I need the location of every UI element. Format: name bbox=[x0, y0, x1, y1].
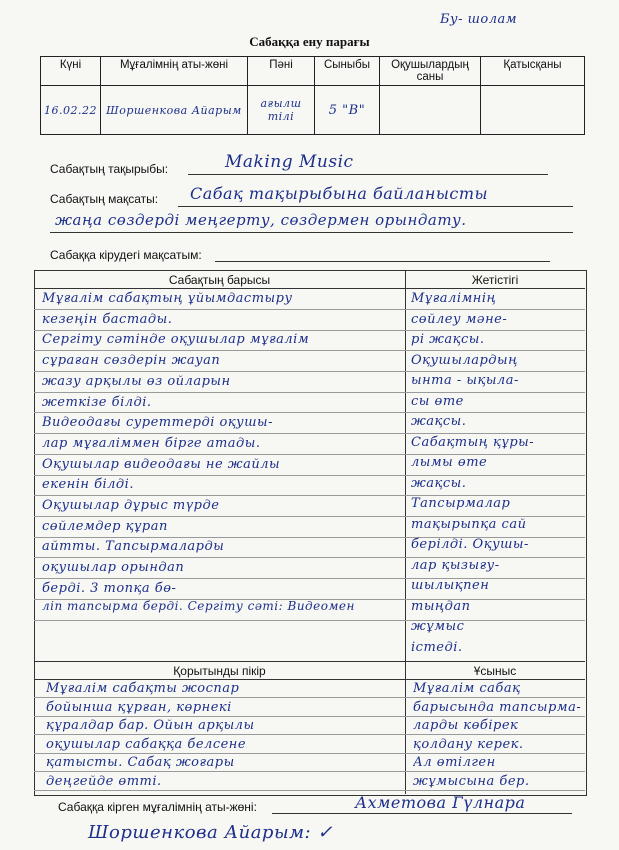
course-line: сұраған сөздерін жауап bbox=[42, 353, 221, 369]
achievement-line: берілді. Оқушы- bbox=[411, 537, 529, 552]
corner-note: Бу- шолам bbox=[440, 12, 518, 27]
teacher-value: Шоршенкова Айарым bbox=[100, 86, 247, 135]
goal-line-2: жаңа сөздерді меңгерту, сөздермен орындату. bbox=[55, 211, 467, 229]
course-line: сөйлемдер құрап bbox=[42, 518, 168, 534]
course-line: берді. 3 топқа бө- bbox=[42, 580, 177, 596]
visitor-value: Ахметова Гүлнара bbox=[355, 793, 526, 812]
suggestion-line: жұмысына бер. bbox=[413, 773, 530, 789]
achievement-line: жақсы. bbox=[411, 414, 467, 429]
col-present: Қатысқаны bbox=[480, 57, 584, 86]
opinion-header: Қорытынды пікір bbox=[173, 664, 266, 678]
course-text bbox=[42, 289, 402, 599]
course-line: кезеңін бастады. bbox=[42, 311, 173, 327]
achievement-header: Жетістігі bbox=[471, 273, 519, 287]
present-value bbox=[480, 86, 584, 135]
achievement-text bbox=[411, 289, 583, 661]
col-grade: Сыныбы bbox=[314, 57, 379, 86]
opinion-line: деңгейде өтті. bbox=[46, 773, 162, 789]
achievement-line: тақырыпқа сай bbox=[411, 516, 527, 532]
achievement-line: лар қызығу- bbox=[411, 557, 500, 573]
course-line: айтты. Тапсырмаларды bbox=[42, 539, 225, 555]
course-line: Видеодағы суреттерді оқушы- bbox=[42, 415, 274, 431]
course-line: екенін білді. bbox=[42, 477, 134, 493]
topic-value: Making Music bbox=[225, 152, 354, 172]
achievement-line: сы өте bbox=[411, 393, 464, 409]
achievement-line: жұмыс bbox=[411, 619, 465, 634]
students-value bbox=[379, 86, 480, 135]
achievement-line: істеді. bbox=[411, 639, 463, 655]
subject-value: ағылш тілі bbox=[247, 86, 314, 135]
grid-rule bbox=[34, 661, 585, 662]
achievement-line: лымы өте bbox=[411, 455, 488, 470]
col-subject: Пәні bbox=[247, 57, 314, 86]
opinion-line: оқушылар сабаққа белсене bbox=[46, 736, 247, 752]
col-date: Күні bbox=[41, 57, 101, 86]
page-title: Сабаққа ену парағы bbox=[249, 34, 370, 49]
goal-line-1: Сабақ тақырыбына байланысты bbox=[190, 184, 489, 203]
course-line: Сергіту сәті: Видеомен bbox=[187, 600, 355, 613]
suggestion-line: барысында тапсырма- bbox=[413, 699, 582, 715]
suggestion-line: ларды көбірек bbox=[413, 718, 519, 733]
course-line: ліп тапсырма берді. bbox=[42, 600, 184, 613]
goal-label: Сабақтың мақсаты: bbox=[50, 192, 159, 206]
suggestion-text bbox=[413, 680, 583, 792]
course-header: Сабақтың барысы bbox=[168, 273, 271, 287]
opinion-line: қатысты. Сабақ жоғары bbox=[46, 755, 235, 770]
opinion-line: Мұғалім сабақты жоспар bbox=[46, 681, 240, 696]
course-line: Сергіту сәтінде оқушылар мұғалім bbox=[42, 332, 310, 348]
course-line: Мұғалім сабақтың ұйымдастыру bbox=[42, 291, 293, 306]
visitor-label: Сабаққа кірген мұғалімнің аты-жөні: bbox=[58, 800, 257, 814]
achievement-line: Оқушылардың bbox=[411, 352, 518, 368]
achievement-line: Мұғалімнің bbox=[411, 291, 497, 306]
course-line: жеткізе білді. bbox=[42, 394, 152, 410]
col-students: Оқушылардың саны bbox=[379, 57, 480, 86]
topic-label: Сабақтың тақырыбы: bbox=[50, 162, 169, 176]
opinion-text bbox=[46, 680, 402, 792]
achievement-line: Сабақтың құры- bbox=[411, 434, 535, 450]
header-table bbox=[40, 56, 585, 135]
suggestion-line: Ал өтілген bbox=[413, 755, 496, 770]
course-line: жазу арқылы өз ойларын bbox=[42, 373, 231, 389]
achievement-line: рі жақсы. bbox=[411, 332, 485, 347]
suggestion-header: Ұсыныс bbox=[473, 664, 517, 678]
suggestion-line: қолдану керек. bbox=[413, 736, 524, 752]
signature-note: Шоршенкова Айарым: ✓ bbox=[88, 822, 333, 843]
course-extra bbox=[42, 600, 402, 620]
achievement-line: тыңдап bbox=[411, 598, 471, 614]
grade-value: 5 "В" bbox=[314, 86, 379, 135]
achievement-line: ынта - ықыла- bbox=[411, 373, 519, 388]
course-line: Оқушылар видеодағы не жайлы bbox=[42, 456, 281, 472]
opinion-line: құралдар бар. Ойын арқылы bbox=[46, 718, 255, 733]
opinion-line: бойынша құрған, көрнекі bbox=[46, 699, 232, 715]
achievement-line: сөйлеу мәне- bbox=[411, 311, 508, 327]
course-line: Оқушылар дұрыс түрде bbox=[42, 498, 220, 514]
achievement-line: шылықпен bbox=[411, 578, 490, 593]
visit-goal-label: Сабаққа кірудегі мақсатым: bbox=[50, 248, 202, 262]
course-line: оқушылар орындап bbox=[42, 560, 185, 576]
suggestion-line: Мұғалім сабақ bbox=[413, 681, 521, 696]
col-teacher: Мұғалімнің аты-жөні bbox=[100, 57, 247, 86]
date-value: 16.02.22 bbox=[41, 86, 101, 135]
achievement-line: Тапсырмалар bbox=[411, 496, 511, 511]
achievement-line: жақсы. bbox=[411, 475, 467, 491]
course-line: лар мұғаліммен бірге атады. bbox=[42, 435, 261, 451]
